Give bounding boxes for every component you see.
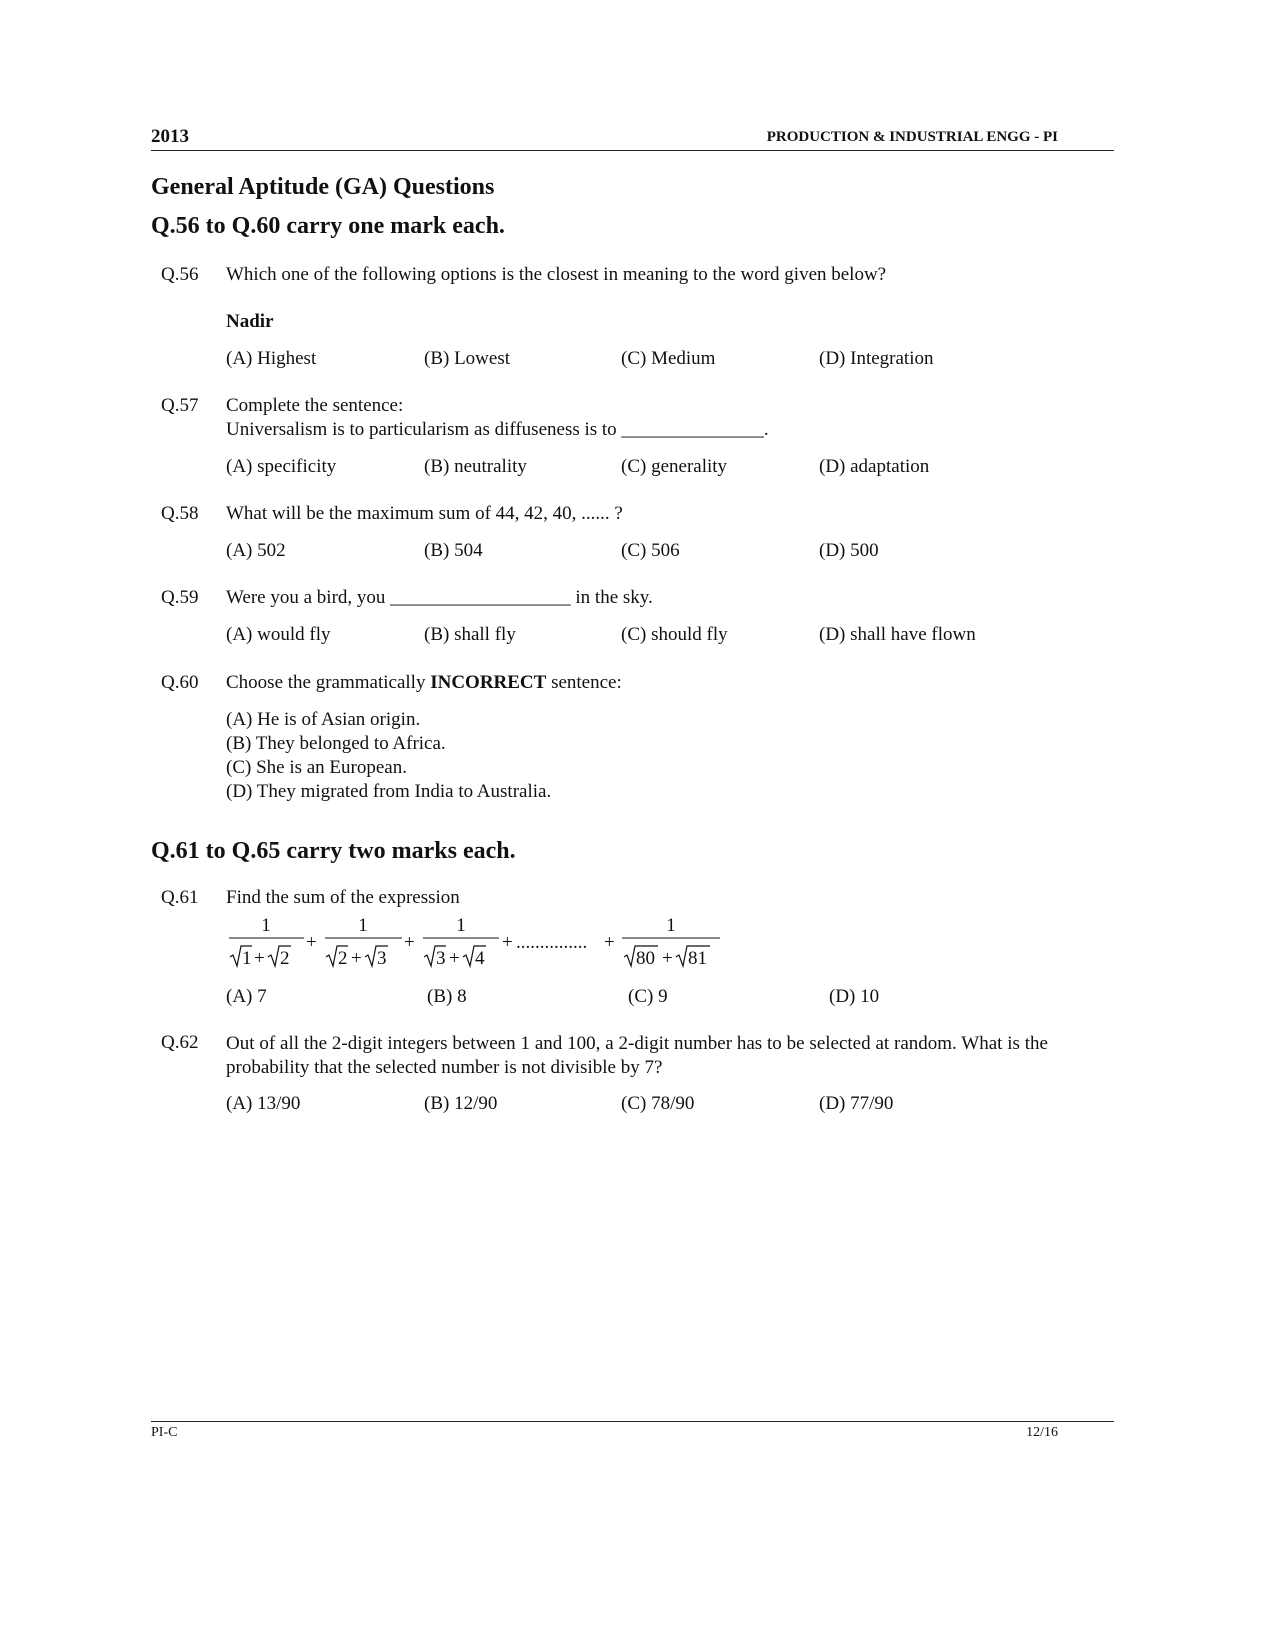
plus-3: + xyxy=(502,932,513,953)
ellipsis-dots: ............... xyxy=(516,932,588,953)
q58-option-d: (D) 500 xyxy=(819,540,879,561)
q60-text-bold: INCORRECT xyxy=(430,672,547,693)
q61-expression xyxy=(226,912,726,972)
group1-title: Q.56 to Q.60 carry one mark each. xyxy=(151,213,505,239)
header-subject: PRODUCTION & INDUSTRIAL ENGG - PI xyxy=(766,129,1058,145)
group2-title: Q.61 to Q.65 carry two marks each. xyxy=(151,838,516,864)
q58-number: Q.58 xyxy=(161,503,199,524)
q62-option-c: (C) 78/90 xyxy=(621,1093,695,1114)
q59-text: Were you a bird, you ___________________ in the sky. xyxy=(226,587,653,608)
term1-root-a: 1 xyxy=(242,948,252,969)
q59-option-d: (D) shall have flown xyxy=(819,624,976,645)
term3-plus: + xyxy=(449,948,460,969)
q58-option-a: (A) 502 xyxy=(226,540,286,561)
term2-numerator: 1 xyxy=(358,915,368,936)
q61-option-c: (C) 9 xyxy=(628,986,668,1007)
term1-numerator: 1 xyxy=(261,915,271,936)
term3-numerator: 1 xyxy=(456,915,466,936)
term3-root-b: 4 xyxy=(475,948,485,969)
q62-option-b: (B) 12/90 xyxy=(424,1093,498,1114)
q60-option-b: (B) They belonged to Africa. xyxy=(226,733,446,754)
term1-root-b: 2 xyxy=(280,948,290,969)
q60-option-c: (C) She is an European. xyxy=(226,757,407,778)
q56-number: Q.56 xyxy=(161,264,199,285)
header-year: 2013 xyxy=(151,126,189,147)
q57-option-d: (D) adaptation xyxy=(819,456,930,477)
termn-numerator: 1 xyxy=(666,915,676,936)
q58-option-b: (B) 504 xyxy=(424,540,483,561)
header-rule xyxy=(151,150,1114,151)
q58-option-c: (C) 506 xyxy=(621,540,680,561)
term2-plus: + xyxy=(351,948,362,969)
q62-option-d: (D) 77/90 xyxy=(819,1093,894,1114)
q61-option-d: (D) 10 xyxy=(829,986,880,1007)
q58-text: What will be the maximum sum of 44, 42, 40, ...... ? xyxy=(226,503,623,524)
q61-option-a: (A) 7 xyxy=(226,986,267,1007)
termn-root-a: 80 xyxy=(636,948,655,969)
q57-line2: Universalism is to particularism as diffuseness is to _______________. xyxy=(226,419,769,440)
plus-1: + xyxy=(306,932,317,953)
q56-word: Nadir xyxy=(226,311,274,332)
term1-plus: + xyxy=(254,948,265,969)
q61-option-b: (B) 8 xyxy=(427,986,467,1007)
term2-root-a: 2 xyxy=(338,948,348,969)
q60-text xyxy=(226,672,622,694)
footer-page-number: 12/16 xyxy=(1026,1425,1058,1440)
q56-option-d: (D) Integration xyxy=(819,348,934,369)
q60-number: Q.60 xyxy=(161,672,199,693)
q60-text-pre: Choose the grammatically xyxy=(226,672,431,693)
q60-option-a: (A) He is of Asian origin. xyxy=(226,709,421,730)
q59-option-b: (B) shall fly xyxy=(424,624,516,645)
q62-number: Q.62 xyxy=(161,1032,199,1053)
q56-option-a: (A) Highest xyxy=(226,348,317,369)
plus-4: + xyxy=(604,932,615,953)
q60-text-post: sentence: xyxy=(546,672,622,693)
q59-number: Q.59 xyxy=(161,587,199,608)
q61-number: Q.61 xyxy=(161,887,199,908)
q60-option-d: (D) They migrated from India to Australia. xyxy=(226,781,552,802)
q57-line1: Complete the sentence: xyxy=(226,395,404,416)
q59-option-c: (C) should fly xyxy=(621,624,728,645)
footer-code: PI-C xyxy=(151,1425,178,1440)
term3-root-a: 3 xyxy=(436,948,446,969)
termn-root-b: 81 xyxy=(688,948,707,969)
q56-text: Which one of the following options is the closest in meaning to the word given below? xyxy=(226,264,887,285)
q57-option-b: (B) neutrality xyxy=(424,456,527,477)
plus-2: + xyxy=(404,932,415,953)
q57-option-c: (C) generality xyxy=(621,456,728,477)
q57-option-a: (A) specificity xyxy=(226,456,337,477)
q61-text: Find the sum of the expression xyxy=(226,887,460,908)
q56-option-c: (C) Medium xyxy=(621,348,716,369)
section-title: General Aptitude (GA) Questions xyxy=(151,174,495,200)
q62-option-a: (A) 13/90 xyxy=(226,1093,301,1114)
q57-number: Q.57 xyxy=(161,395,199,416)
term2-root-b: 3 xyxy=(377,948,387,969)
termn-plus: + xyxy=(662,948,673,969)
q62-text: Out of all the 2-digit integers between 1 and 100, a 2-digit number has to be selected at random. What is the probability that the selected number is not divisible by 7? xyxy=(226,1033,1048,1078)
footer-rule xyxy=(151,1421,1114,1422)
q59-option-a: (A) would fly xyxy=(226,624,331,645)
q56-option-b: (B) Lowest xyxy=(424,348,511,369)
